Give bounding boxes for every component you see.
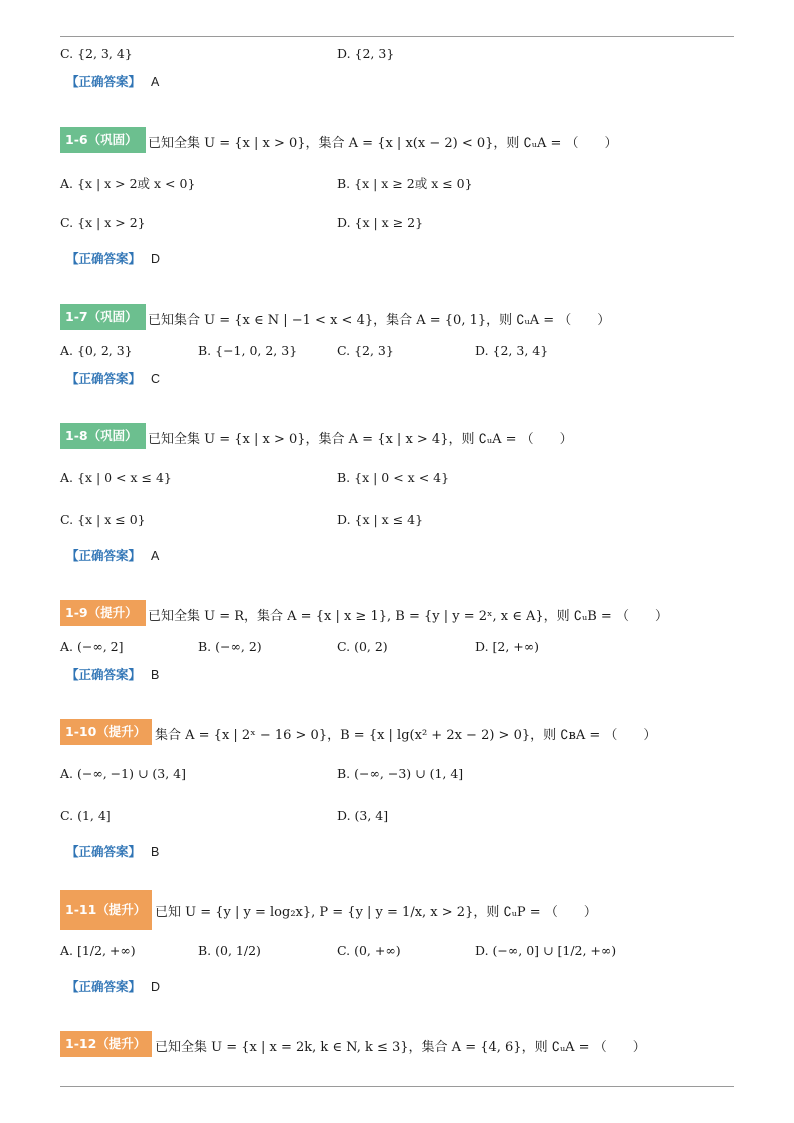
option-c: C. {2, 3, 4} (60, 46, 133, 61)
question-badge: 1-6（巩固） (60, 127, 146, 153)
top-rule (60, 36, 734, 37)
question-stem: 已知全集 U = {x | x > 0}，集合 A = {x | x(x − 2) < 0}，则 ∁ᵤA = （ ） (148, 136, 618, 151)
option-a: A. [1/2, +∞) (60, 943, 136, 958)
answer-row (66, 977, 160, 995)
option-d: D. (−∞, 0] ∪ [1/2, +∞) (475, 943, 617, 958)
option-d: D. {x | x ≤ 4} (337, 512, 424, 527)
option-d: D. (3, 4] (337, 808, 389, 823)
answer-label: 【正确答案】 (66, 979, 142, 994)
answer-label: 【正确答案】 (66, 667, 142, 682)
option-b: B. (−∞, −3) ∪ (1, 4] (337, 766, 464, 781)
question-stem: 已知全集 U = {x | x > 0}，集合 A = {x | x > 4}，则 ∁ᵤA = （ ） (148, 432, 573, 447)
option-c: C. (0, +∞) (337, 943, 401, 958)
option-b: B. {x | 0 < x < 4} (337, 470, 450, 485)
answer-row (66, 249, 160, 267)
option-d: D. {2, 3, 4} (475, 343, 549, 358)
answer-value: A (151, 549, 160, 563)
answer-row (66, 665, 159, 683)
answer-label: 【正确答案】 (66, 371, 142, 386)
question-badge: 1-9（提升） (60, 600, 146, 626)
question-stem: 已知集合 U = {x ∈ N | −1 < x < 4}，集合 A = {0, 1}，则 ∁ᵤA = （ ） (148, 313, 611, 328)
question-badge: 1-7（巩固） (60, 304, 146, 330)
option-a: A. {x | x > 2或 x < 0} (60, 176, 196, 191)
question-badge: 1-11（提升） (60, 890, 152, 930)
bottom-rule (60, 1086, 734, 1087)
option-c: C. (1, 4] (60, 808, 111, 823)
option-b: B. (0, 1/2) (198, 943, 261, 958)
answer-value: B (151, 845, 160, 859)
option-a: A. {x | 0 < x ≤ 4} (60, 470, 172, 485)
answer-value: D (151, 980, 161, 994)
question-badge: 1-8（巩固） (60, 423, 146, 449)
answer-value: C (151, 372, 161, 386)
option-d: D. {x | x ≥ 2} (337, 215, 424, 230)
option-a: A. (−∞, 2] (60, 639, 124, 654)
option-c: C. {x | x ≤ 0} (60, 512, 146, 527)
question-stem: 已知全集 U = R，集合 A = {x | x ≥ 1}, B = {y | y = 2ˣ, x ∈ A}，则 ∁ᵤB = （ ） (148, 609, 668, 624)
answer-row (66, 842, 159, 860)
question-stem: 集合 A = {x | 2ˣ − 16 > 0}，B = {x | lg(x² + 2x − 2) > 0}，则 ∁ʙA = （ ） (155, 728, 657, 743)
option-d: D. {2, 3} (337, 46, 395, 61)
question-stem: 已知全集 U = {x | x = 2k, k ∈ N, k ≤ 3}，集合 A = {4, 6}，则 ∁ᵤA = （ ） (155, 1040, 646, 1055)
answer-row (66, 546, 159, 564)
answer-row (66, 72, 159, 90)
answer-row (66, 369, 160, 387)
option-c: C. {2, 3} (337, 343, 394, 358)
option-c: C. {x | x > 2} (60, 215, 146, 230)
option-a: A. {0, 2, 3} (60, 343, 133, 358)
answer-label: 【正确答案】 (66, 844, 142, 859)
option-c: C. (0, 2) (337, 639, 388, 654)
option-b: B. {x | x ≥ 2或 x ≤ 0} (337, 176, 473, 191)
option-b: B. {−1, 0, 2, 3} (198, 343, 298, 358)
question-badge: 1-10（提升） (60, 719, 152, 745)
answer-value: D (151, 252, 161, 266)
question-badge: 1-12（提升） (60, 1031, 152, 1057)
question-stem: 已知 U = {y | y = log₂x}, P = {y | y = 1/x, x > 2}，则 ∁ᵤP = （ ） (155, 905, 597, 920)
answer-label: 【正确答案】 (66, 548, 142, 563)
option-d: D. [2, +∞) (475, 639, 540, 654)
answer-value: A (151, 75, 160, 89)
answer-value: B (151, 668, 160, 682)
option-b: B. (−∞, 2) (198, 639, 262, 654)
answer-label: 【正确答案】 (66, 251, 142, 266)
option-a: A. (−∞, −1) ∪ (3, 4] (60, 766, 187, 781)
answer-label: 【正确答案】 (66, 74, 142, 89)
